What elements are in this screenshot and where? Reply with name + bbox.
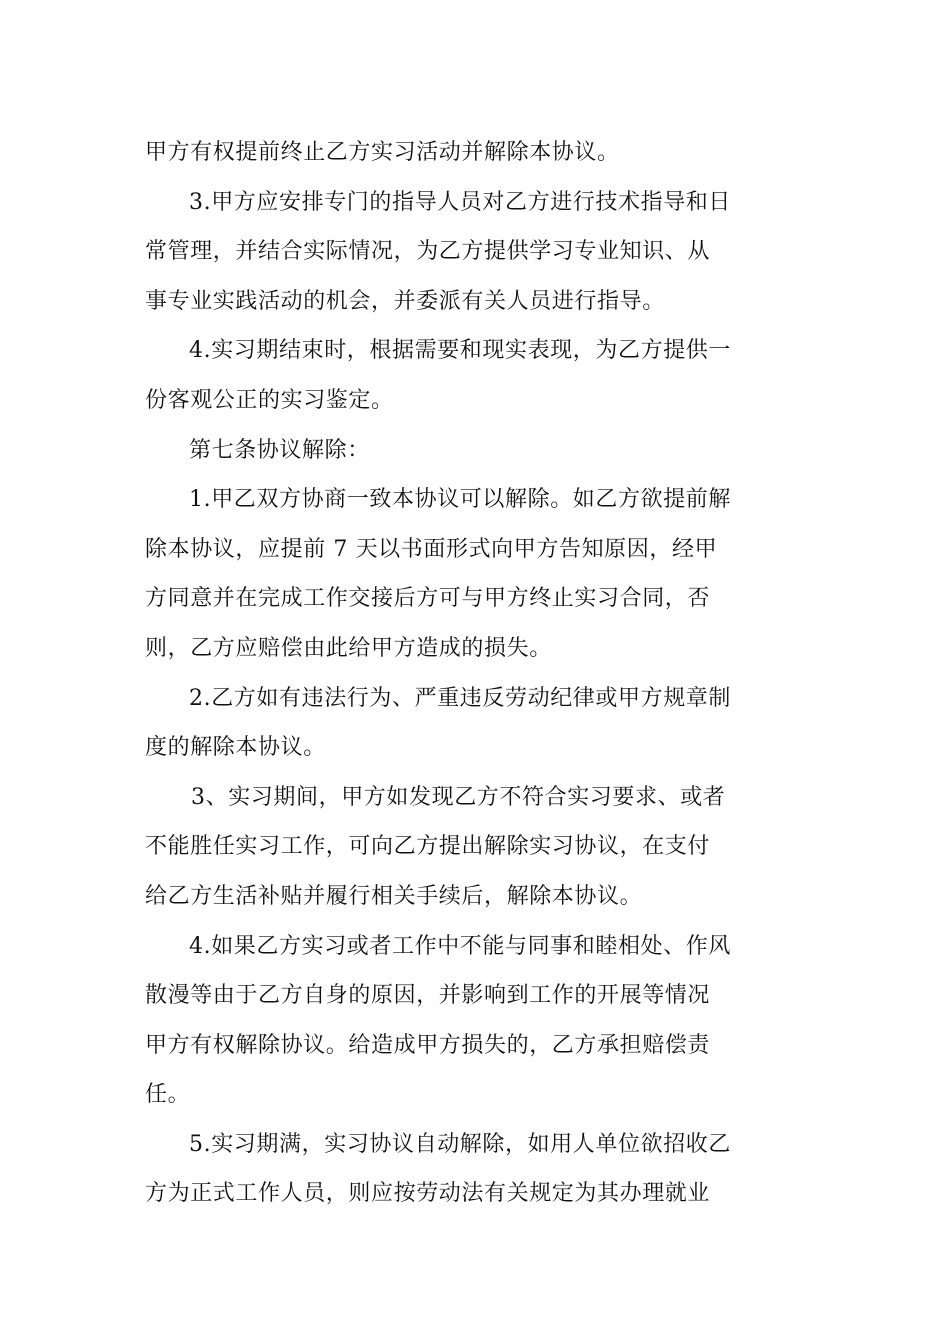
text-line: 方同意并在完成工作交接后方可与甲方终止实习合同，否 bbox=[145, 586, 711, 612]
text-line: 甲方有权提前终止乙方实习活动并解除本协议。 bbox=[145, 140, 620, 165]
text-line: 2.乙方如有违法行为、严重违反劳动纪律或甲方规章制 bbox=[189, 685, 731, 711]
text-line: 则，乙方应赔偿由此给甲方造成的损失。 bbox=[145, 635, 552, 661]
text-line: 常管理，并结合实际情况，为乙方提供学习专业知识、从 bbox=[145, 239, 711, 265]
text-line: 4.如果乙方实习或者工作中不能与同事和睦相处、作风 bbox=[189, 933, 731, 959]
text-line: 3、实习期间，甲方如发现乙方不符合实习要求、或者 bbox=[191, 784, 726, 810]
text-line: 事专业实践活动的机会，并委派有关人员进行指导。 bbox=[145, 288, 665, 314]
text-line: 散漫等由于乙方自身的原因，并影响到工作的开展等情况 bbox=[145, 983, 711, 1009]
text-line: 度的解除本协议。 bbox=[145, 735, 326, 761]
section-heading: 第七条协议解除： bbox=[189, 437, 370, 463]
text-line: 不能胜任实习工作，可向乙方提出解除实习协议，在支付 bbox=[145, 834, 711, 860]
text-line: 给乙方生活补贴并履行相关手续后，解除本协议。 bbox=[145, 883, 643, 909]
text-line: 甲方有权解除协议。给造成甲方损失的，乙方承担赔偿责 bbox=[145, 1032, 711, 1058]
document-body bbox=[145, 128, 810, 1219]
text-line: 方为正式工作人员，则应按劳动法有关规定为其办理就业 bbox=[145, 1181, 711, 1207]
text-line: 3.甲方应安排专门的指导人员对乙方进行技术指导和日 bbox=[189, 189, 731, 215]
text-line: 5.实习期满，实习协议自动解除，如用人单位欲招收乙 bbox=[189, 1131, 731, 1157]
text-line: 1.甲乙双方协商一致本协议可以解除。如乙方欲提前解 bbox=[189, 487, 731, 513]
text-line: 4.实习期结束时，根据需要和现实表现，为乙方提供一 bbox=[189, 338, 731, 364]
text-line: 份客观公正的实习鉴定。 bbox=[145, 387, 394, 413]
text-line: 除本协议，应提前 7 天以书面形式向甲方告知原因，经甲 bbox=[145, 536, 718, 562]
text-line: 任。 bbox=[145, 1082, 191, 1108]
